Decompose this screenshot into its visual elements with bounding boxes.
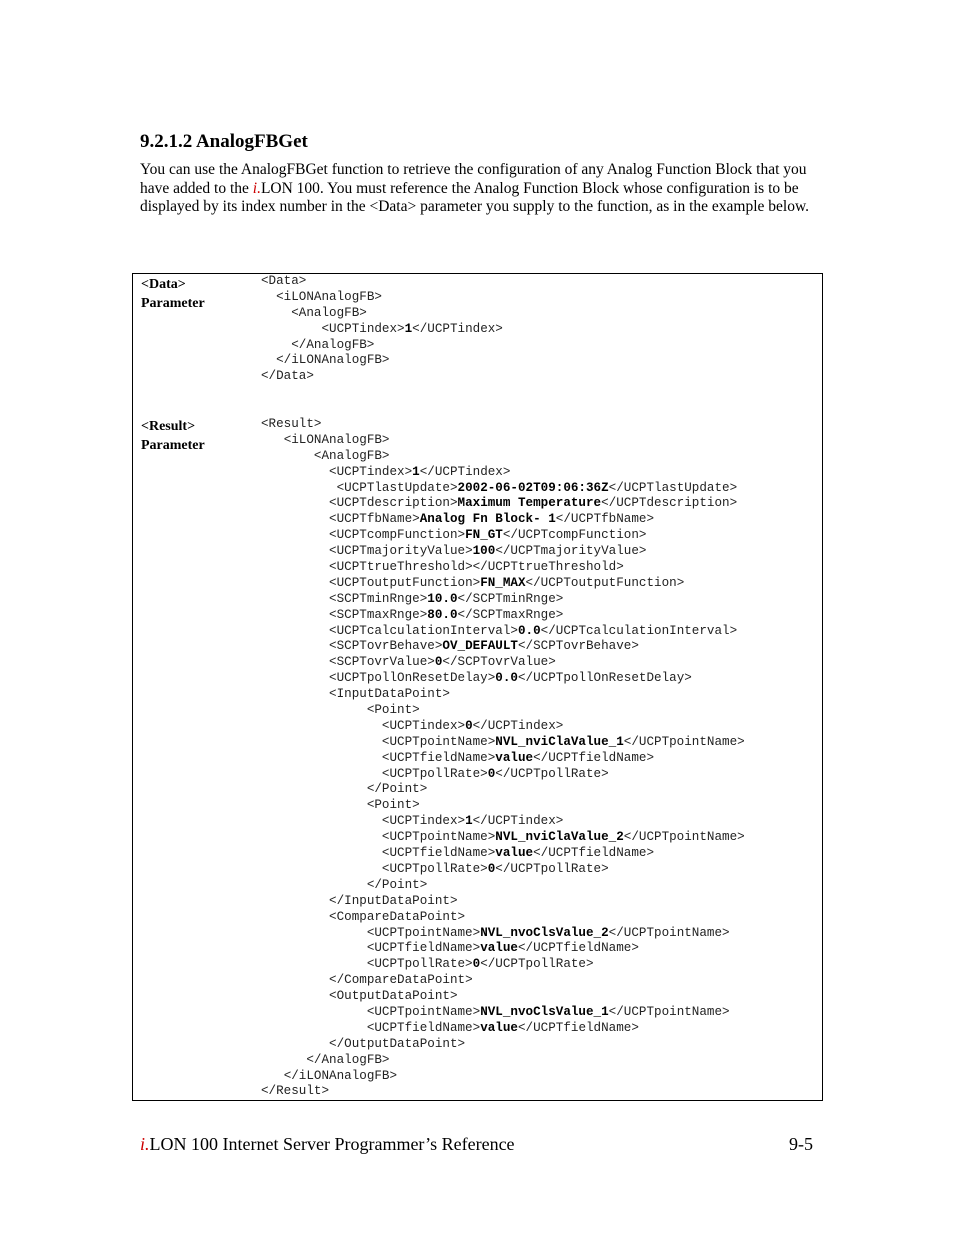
code-line: <Point> (366, 703, 420, 718)
code-line: <UCPTindex>1</UCPTindex> (381, 814, 564, 829)
code-line: <Data> (261, 274, 307, 288)
code-line: <UCPTdescription>Maximum Temperature</UCPTdescription> (329, 496, 738, 511)
code-line: </AnalogFB> (291, 337, 375, 352)
intro-paragraph (140, 161, 820, 217)
code-line: <InputDataPoint> (329, 687, 450, 702)
code-line: <UCPTpointName>NVL_nvoClsValue_2</UCPTpointName> (366, 925, 730, 940)
code-line: <UCPTfieldName>value</UCPTfieldName> (381, 846, 655, 861)
code-line: <UCPTpollRate>0</UCPTpollRate> (381, 766, 609, 781)
code-line: </CompareDataPoint> (329, 973, 473, 988)
code-line: <CompareDataPoint> (329, 909, 466, 924)
code-line: </OutputDataPoint> (329, 1036, 466, 1051)
code-line: </Data> (261, 369, 314, 384)
code-line: <UCPTpollOnResetDelay>0.0</UCPTpollOnResetDelay> (329, 671, 692, 686)
result-parameter-label: <Result> Parameter (141, 419, 205, 453)
intro-text-after: LON 100. You must reference the Analog Function Block whose configuration is to be displayed by its index number in the <Data> parameter you supply to the function, as in the example below. (140, 179, 810, 216)
code-line: </AnalogFB> (306, 1052, 390, 1067)
code-line: </InputDataPoint> (329, 893, 458, 908)
code-line: <AnalogFB> (291, 305, 367, 320)
code-line: <iLONAnalogFB> (283, 432, 390, 447)
footer-title-text: LON 100 Internet Server Programmer’s Reference (149, 1134, 515, 1154)
code-line: </Point> (366, 877, 428, 892)
code-line: <UCPTpointName>NVL_nviClaValue_2</UCPTpointName> (381, 830, 745, 845)
code-line: <UCPTlastUpdate>2002-06-02T09:06:36Z</UCPTlastUpdate> (329, 480, 738, 495)
code-line: <UCPTtrueThreshold></UCPTtrueThreshold> (329, 560, 624, 575)
code-line: <SCPTmaxRnge>80.0</SCPTmaxRnge> (329, 607, 564, 622)
code-line: <UCPToutputFunction>FN_MAX</UCPToutputFunction> (329, 575, 685, 590)
code-line: </iLONAnalogFB> (276, 353, 390, 368)
intro-text-before: You can use the AnalogFBGet function to retrieve the configuration of any Analog Function Block that you have added to the (140, 161, 807, 197)
code-line: <SCPTovrValue>0</SCPTovrValue> (329, 655, 556, 670)
code-line: <UCPTfbName>Analog Fn Block- 1</UCPTfbName> (329, 512, 655, 527)
data-parameter-label: <Data> Parameter (141, 277, 205, 311)
code-line: <OutputDataPoint> (329, 989, 458, 1004)
code-line: <UCPTindex>0</UCPTindex> (381, 718, 564, 733)
code-line: <UCPTindex>1</UCPTindex> (321, 321, 503, 336)
code-line: <UCPTfieldName>value</UCPTfieldName> (366, 1020, 639, 1035)
code-line: </iLONAnalogFB> (283, 1068, 398, 1083)
page-number: 9-5 (789, 1134, 813, 1154)
code-line: <Point> (366, 798, 420, 813)
code-line: <UCPTmajorityValue>100</UCPTmajorityValue> (329, 544, 647, 559)
code-line: </Result> (261, 1084, 330, 1099)
code-line: </Point> (366, 782, 428, 797)
code-line: <UCPTfieldName>value</UCPTfieldName> (366, 941, 639, 956)
data-parameter-code (261, 274, 503, 385)
code-line: <UCPTfieldName>value</UCPTfieldName> (381, 750, 655, 765)
code-line: <UCPTindex>1</UCPTindex> (329, 464, 511, 479)
example-table (132, 273, 823, 1101)
footer-brand-i: i. (140, 1134, 150, 1154)
code-line: <UCPTpointName>NVL_nvoClsValue_1</UCPTpointName> (366, 1004, 730, 1019)
result-parameter-code (261, 417, 745, 1100)
footer-title (140, 1134, 515, 1155)
code-line: <AnalogFB> (313, 448, 390, 463)
code-line: <UCPTpollRate>0</UCPTpollRate> (366, 957, 594, 972)
code-line: <SCPTminRnge>10.0</SCPTminRnge> (329, 591, 564, 606)
code-line: <UCPTpointName>NVL_nviClaValue_1</UCPTpointName> (381, 734, 745, 749)
intro-brand-i: i. (252, 179, 261, 197)
code-line: <UCPTpollRate>0</UCPTpollRate> (381, 861, 609, 876)
code-line: <Result> (261, 417, 322, 431)
code-line: <SCPTovrBehave>OV_DEFAULT</SCPTovrBehave> (329, 639, 639, 654)
section-heading: 9.2.1.2 AnalogFBGet (140, 131, 308, 152)
code-line: <iLONAnalogFB> (276, 289, 382, 304)
code-line: <UCPTcompFunction>FN_GT</UCPTcompFunction> (329, 528, 647, 543)
code-line: <UCPTcalculationInterval>0.0</UCPTcalculationInterval> (329, 623, 738, 638)
